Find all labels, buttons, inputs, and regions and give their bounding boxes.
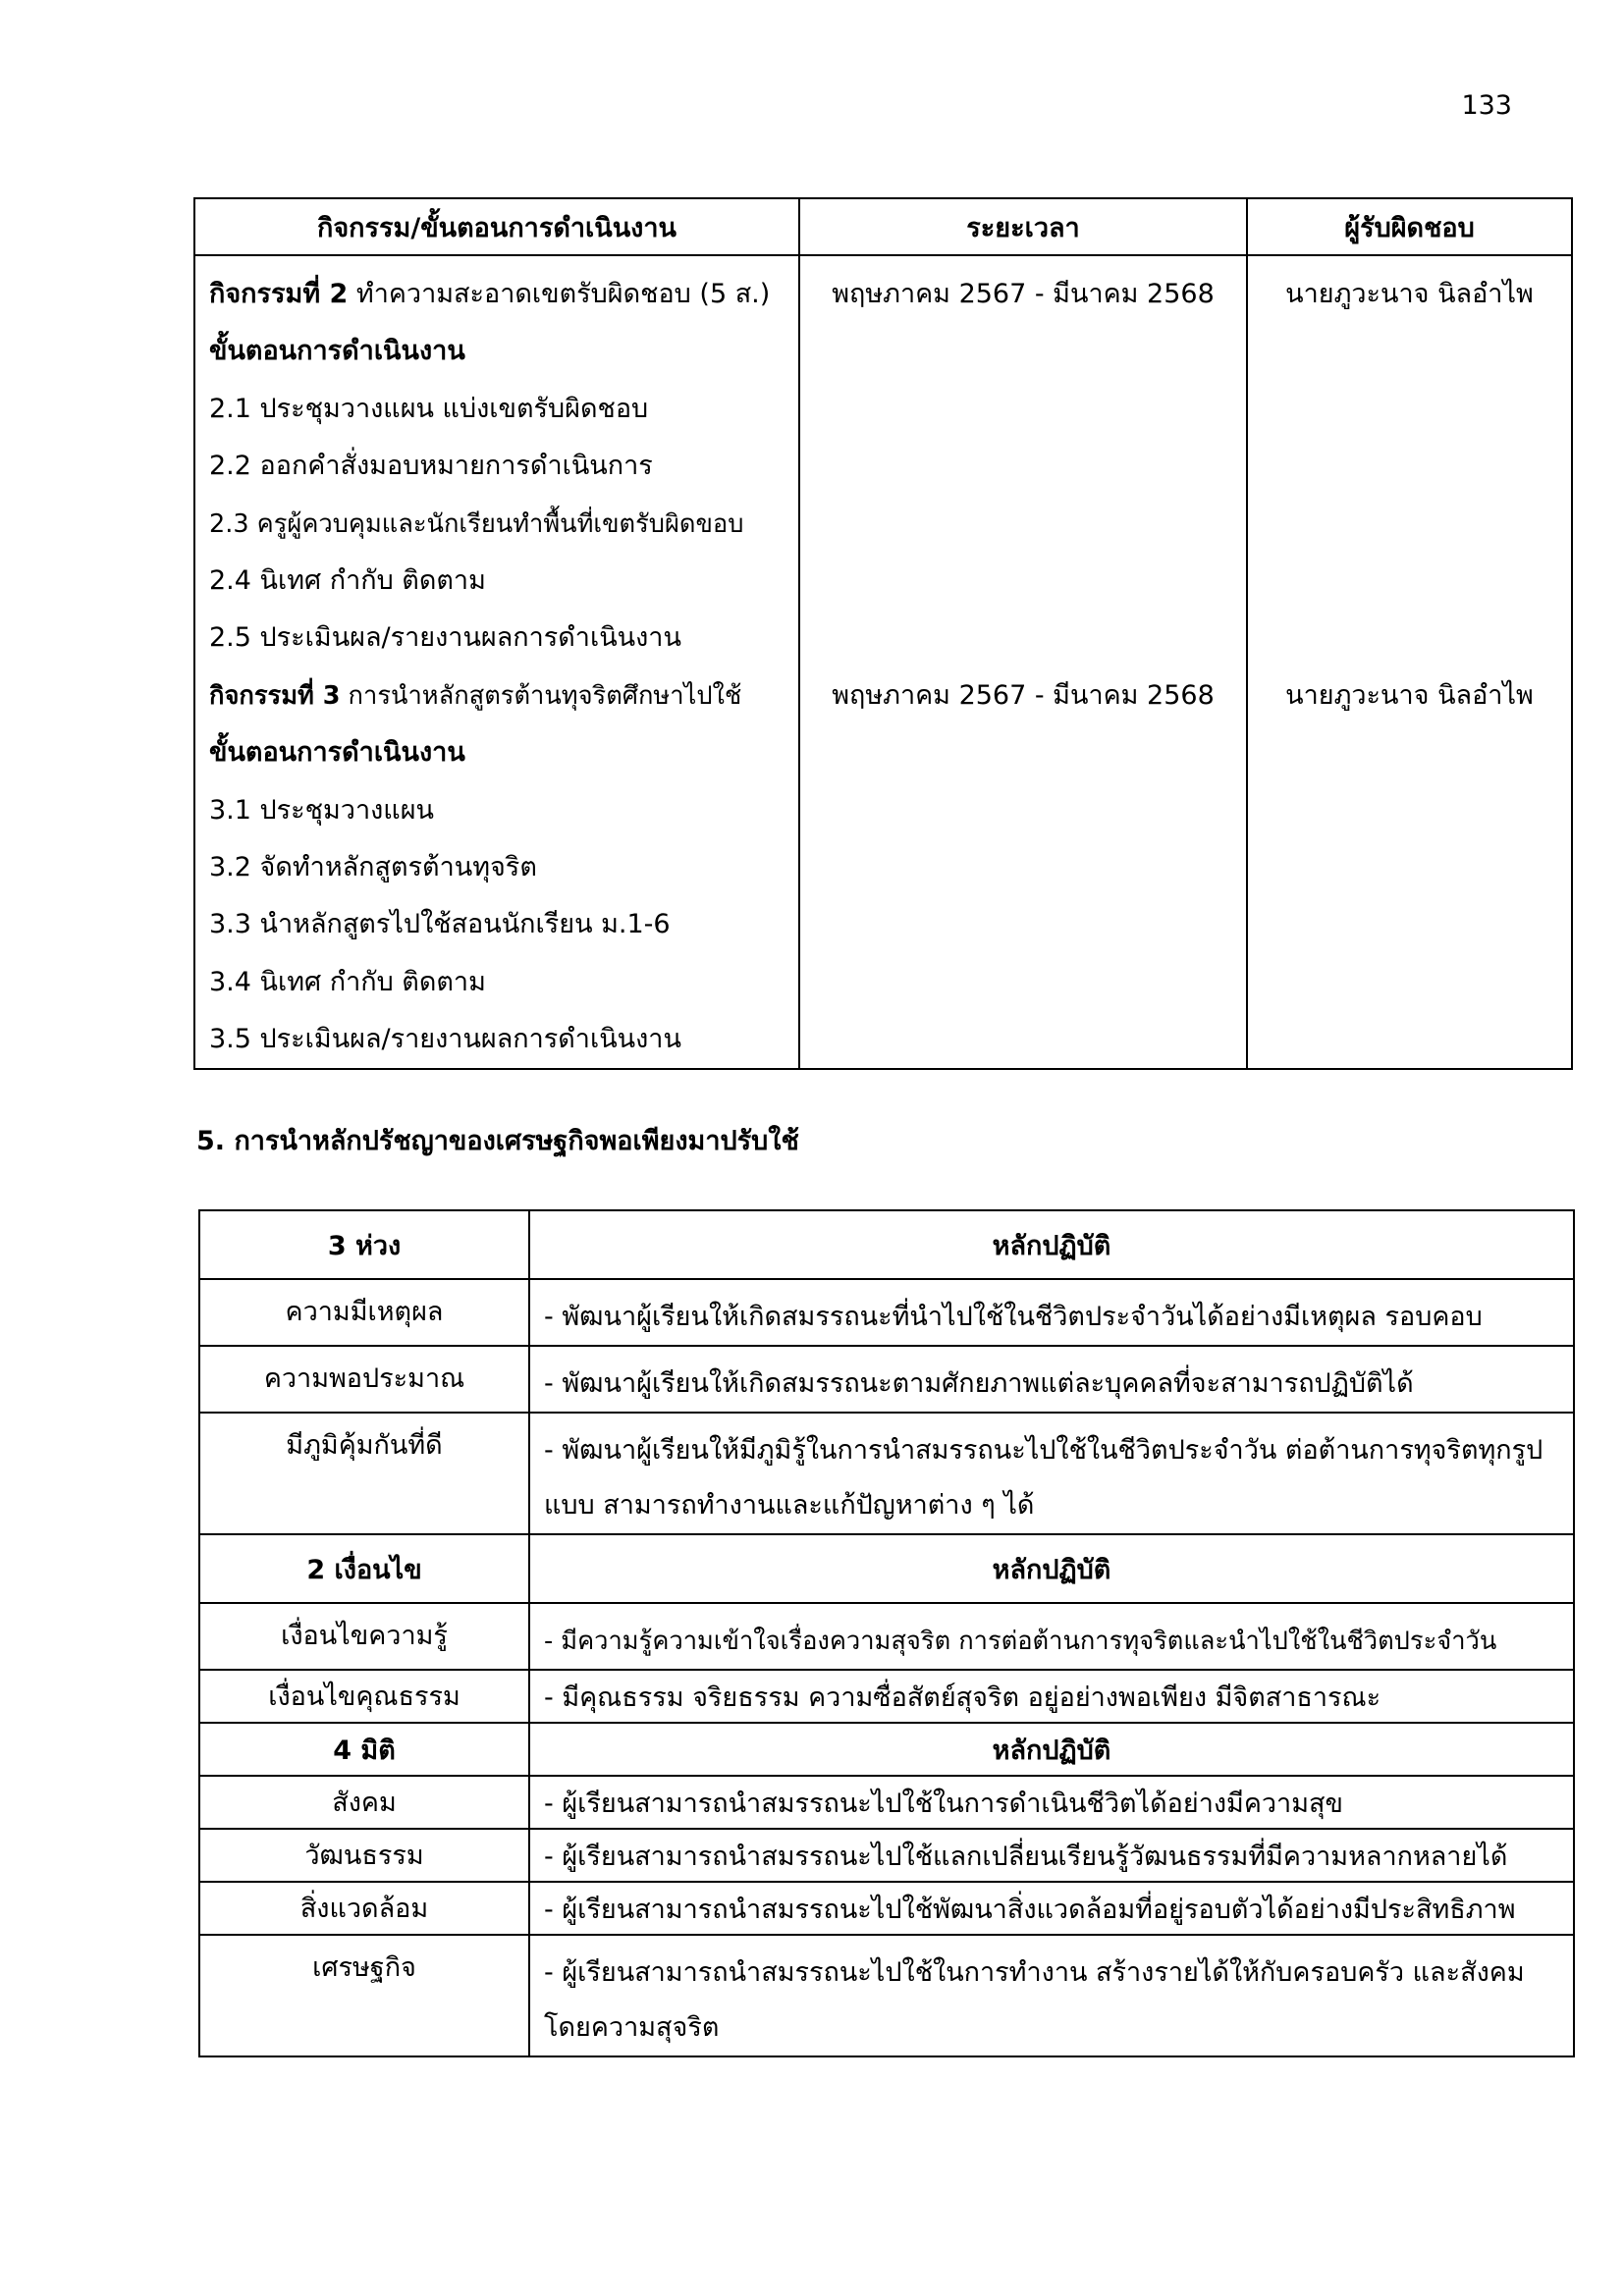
principle-header: หลักปฏิบัติ [529,1723,1574,1776]
activity-3-steps-heading [209,724,785,781]
row-label: ความมีเหตุผล [199,1279,529,1346]
row-text: - พัฒนาผู้เรียนให้มีภูมิรู้ในการนำสมรรถนะไปใช้ในชีวิตประจำวัน ต่อต้านการทุจริตทุกรูปแบบ สามารถทำงานและแก้ปัญหาต่าง ๆ ได้ [529,1413,1574,1534]
step-3-1: 3.1 ประชุมวางแผน [209,794,434,826]
step-2-1: 2.1 ประชุมวางแผน แบ่งเขตรับผิดชอบ [209,393,649,424]
row-label: ความพอประมาณ [199,1346,529,1413]
activity-3-title-bold: กิจกรรมที่ 3 [209,680,341,711]
steps-heading-text: ขั้นตอนการดำเนินงาน [209,737,465,769]
table-row [199,1346,1574,1413]
step-3-2: 3.2 จัดทำหลักสูตรต้านทุจริต [209,851,537,882]
group-header-3-rings: 3 ห่วง [199,1210,529,1279]
step-3-5: 3.5 ประเมินผล/รายงานผลการดำเนินงาน [209,1024,681,1055]
group-header-row-4-dimensions [199,1723,1574,1776]
header-activity: กิจกรรม/ขั้นตอนการดำเนินงาน [194,198,799,255]
row-text: - มีความรู้ความเข้าใจเรื่องความสุจริต การต่อต้านการทุจริตและนำไปใช้ในชีวิตประจำวัน [529,1603,1574,1670]
table-row [199,1279,1574,1346]
sufficiency-table [198,1209,1575,2057]
group-header-2-conditions: 2 เงื่อนไข [199,1534,529,1603]
period-cell [799,255,1247,1069]
table-row [199,1776,1574,1829]
spacer [1248,323,1571,667]
step-2-3: 2.3 ครูผู้ควบคุมและนักเรียนทำพื้นที่เขตรับผิดขอบ [209,508,744,539]
activity-3-title [209,667,785,724]
table-row [199,1935,1574,2056]
section-heading: 5. การนำหลักปรัชญาของเศรษฐกิจพอเพียงมาปรับใช้ [196,1126,799,1156]
activity-2-title-bold: กิจกรรมที่ 2 [209,279,349,309]
activities-table [193,197,1573,1070]
row-text: - ผู้เรียนสามารถนำสมรรถนะไปใช้พัฒนาสิ่งแวดล้อมที่อยู่รอบตัวได้อย่างมีประสิทธิภาพ [529,1882,1574,1935]
steps-heading-text: ขั้นตอนการดำเนินงาน [209,336,465,367]
row-text: - ผู้เรียนสามารถนำสมรรถนะไปใช้แลกเปลี่ยนเรียนรู้วัฒนธรรมที่มีความหลากหลายได้ [529,1829,1574,1882]
activity-2-period: พฤษภาคม 2567 - มีนาคม 2568 [832,279,1215,309]
activity-2-title-text: ทำความสะอาดเขตรับผิดชอบ (5 ส.) [348,279,771,309]
group-header-row-3-rings [199,1210,1574,1279]
row-label: เงื่อนไขความรู้ [199,1603,529,1670]
step-2-4: 2.4 นิเทศ กำกับ ติดตาม [209,564,486,596]
activity-3-title-text: การนำหลักสูตรต้านทุจริตศึกษาไปใช้ [340,680,742,711]
row-text: - ผู้เรียนสามารถนำสมรรถนะไปใช้ในการดำเนินชีวิตได้อย่างมีความสุข [529,1776,1574,1829]
table-row [199,1882,1574,1935]
table-row [199,1829,1574,1882]
activity-3-period: พฤษภาคม 2567 - มีนาคม 2568 [832,679,1215,711]
row-label: สิ่งแวดล้อม [199,1882,529,1935]
activity-2-title [209,266,785,323]
row-label: เศรษฐกิจ [199,1935,529,2056]
row-label: มีภูมิคุ้มกันที่ดี [199,1413,529,1534]
table-row [199,1413,1574,1534]
activity-3-owner: นายภูวะนาจ นิลอำไพ [1285,679,1534,711]
owner-cell [1247,255,1572,1069]
group-header-4-dimensions: 4 มิติ [199,1723,529,1776]
step-2-5: 2.5 ประเมินผล/รายงานผลการดำเนินงาน [209,622,681,654]
activities-cell [194,255,799,1069]
table-row [199,1670,1574,1723]
table-row [199,1603,1574,1670]
activities-body-row [194,255,1572,1069]
row-text: - มีคุณธรรม จริยธรรม ความซื่อสัตย์สุจริต อยู่อย่างพอเพียง มีจิตสาธารณะ [529,1670,1574,1723]
row-label: วัฒนธรรม [199,1829,529,1882]
activity-2-owner: นายภูวะนาจ นิลอำไพ [1285,279,1534,309]
row-label: สังคม [199,1776,529,1829]
activity-2-steps-heading [209,323,785,380]
header-period: ระยะเวลา [799,198,1247,255]
row-label: เงื่อนไขคุณธรรม [199,1670,529,1723]
principle-header: หลักปฏิบัติ [529,1210,1574,1279]
step-3-4: 3.4 นิเทศ กำกับ ติดตาม [209,966,486,997]
step-2-2: 2.2 ออกคำสั่งมอบหมายการดำเนินการ [209,451,653,482]
row-text: - ผู้เรียนสามารถนำสมรรถนะไปใช้ในการทำงาน สร้างรายได้ให้กับครอบครัว และสังคมโดยความสุจริต [529,1935,1574,2056]
activities-header-row [194,198,1572,255]
header-owner: ผู้รับผิดชอบ [1247,198,1572,255]
step-3-3: 3.3 นำหลักสูตรไปใช้สอนนักเรียน ม.1-6 [209,909,671,940]
group-header-row-2-conditions [199,1534,1574,1603]
page-number: 133 [1461,90,1512,121]
row-text: - พัฒนาผู้เรียนให้เกิดสมรรถนะที่นำไปใช้ในชีวิตประจำวันได้อย่างมีเหตุผล รอบคอบ [529,1279,1574,1346]
spacer [800,323,1246,667]
principle-header: หลักปฏิบัติ [529,1534,1574,1603]
row-text: - พัฒนาผู้เรียนให้เกิดสมรรถนะตามศักยภาพแต่ละบุคคลที่จะสามารถปฏิบัติได้ [529,1346,1574,1413]
